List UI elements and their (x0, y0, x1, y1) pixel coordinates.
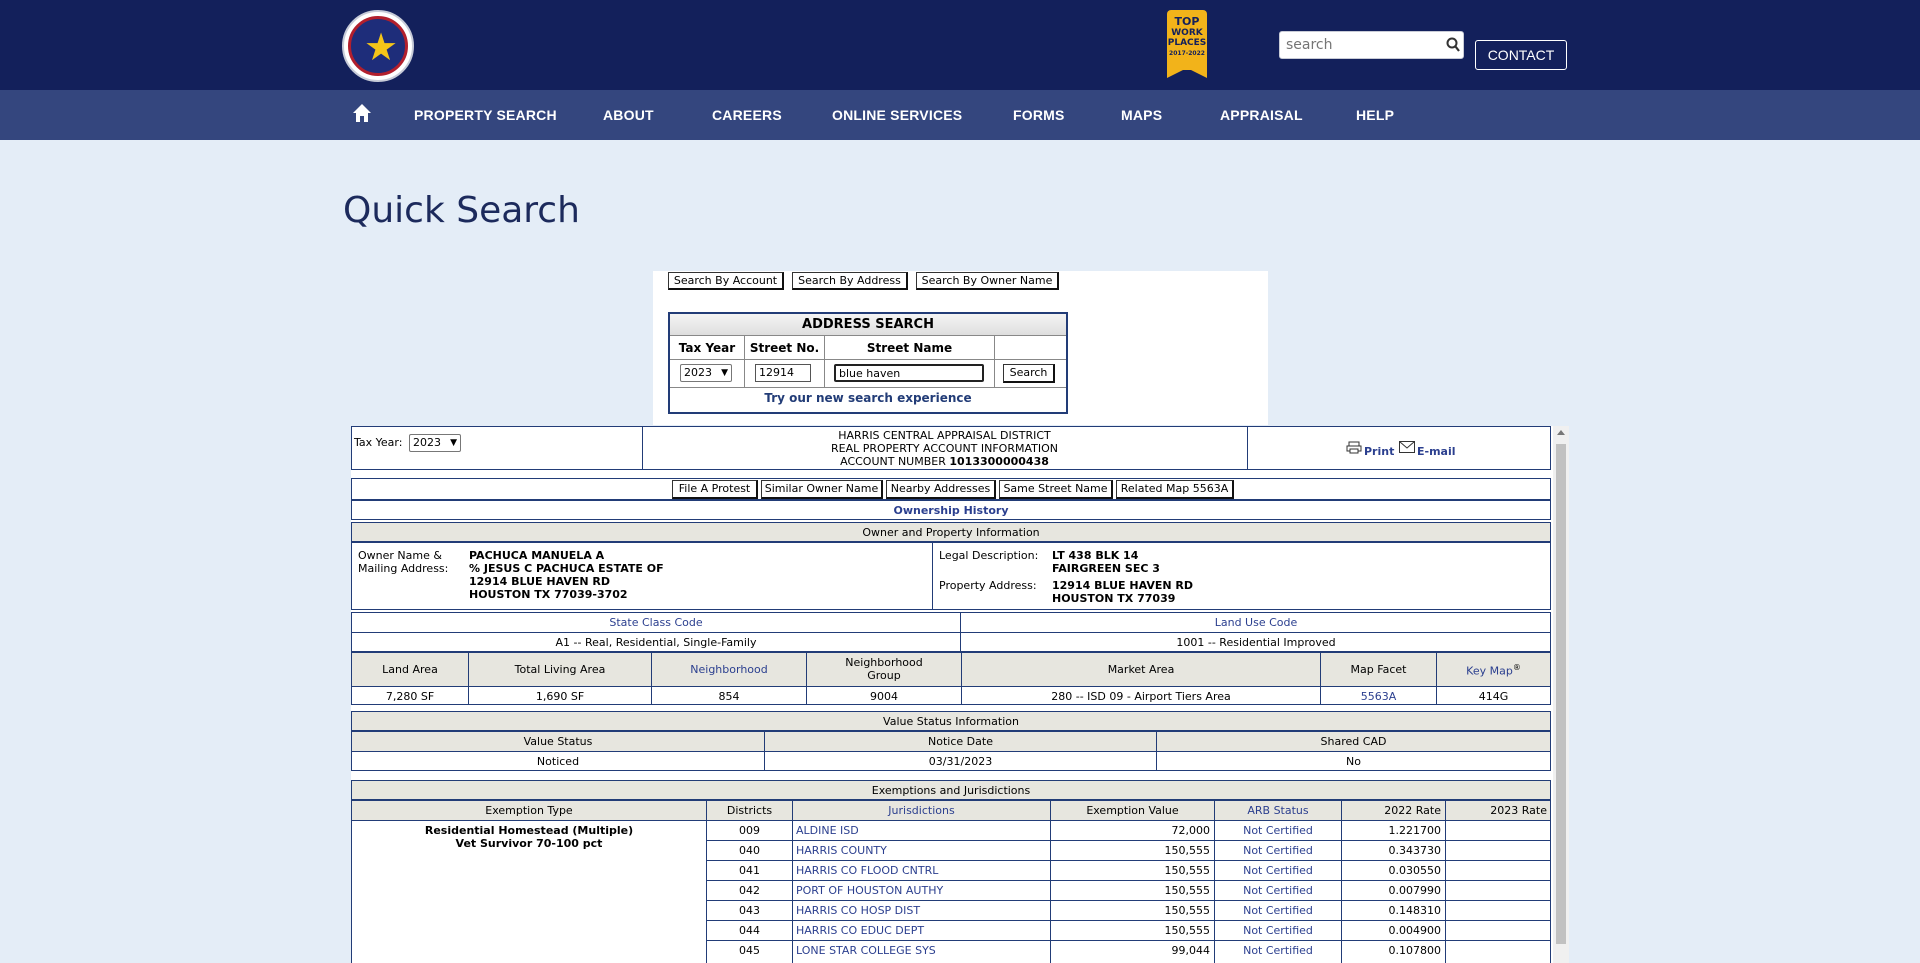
shared-cad-value: No (1346, 755, 1361, 768)
printer-icon[interactable] (1346, 441, 1362, 454)
main-nav (0, 90, 1920, 140)
map-facet-link[interactable]: 5563A (1360, 690, 1397, 703)
email-link[interactable]: E-mail (1417, 445, 1456, 458)
street-no-input[interactable]: 12914 (755, 364, 811, 382)
divider (707, 860, 1550, 861)
street-name-input[interactable]: blue haven (834, 364, 984, 382)
new-search-experience-link[interactable]: Try our new search experience (764, 391, 972, 405)
exemptions-table (351, 800, 1551, 963)
account-header-row (351, 426, 1551, 470)
exemption-value: 72,000 (1171, 824, 1210, 837)
divider (707, 940, 1550, 941)
arb-status[interactable]: Not Certified (1243, 904, 1313, 917)
exemption-type-value (352, 824, 706, 850)
arb-status[interactable]: Not Certified (1243, 824, 1313, 837)
legal-description (1052, 549, 1160, 575)
divider (707, 840, 1550, 841)
owner-label-line-1: Owner Name & (358, 549, 442, 562)
cell-tax-year (670, 360, 745, 388)
badge-line-3: PLACES (1167, 38, 1207, 48)
jurisdiction-link[interactable]: HARRIS CO FLOOD CNTRL (796, 864, 939, 877)
land-use-value: 1001 -- Residential Improved (1176, 636, 1336, 649)
divider (707, 900, 1550, 901)
notice-date-col: Notice Date (928, 735, 993, 748)
divider (1247, 427, 1248, 469)
divider (352, 632, 1550, 633)
jurisdiction-link[interactable]: HARRIS COUNTY (796, 844, 887, 857)
jurisdiction-link[interactable]: HARRIS CO HOSP DIST (796, 904, 921, 917)
key-map-link[interactable]: Key Map (1466, 664, 1513, 678)
legal-label: Legal Description: (939, 549, 1039, 562)
district-name: HARRIS CENTRAL APPRAISAL DISTRICT (838, 429, 1051, 442)
exemption-value: 150,555 (1164, 904, 1210, 917)
property-line-2: HOUSTON TX 77039 (1052, 592, 1176, 605)
exemption-value: 150,555 (1164, 924, 1210, 937)
jurisdiction-link[interactable]: HARRIS CO EDUC DEPT (796, 924, 925, 937)
contact-button[interactable]: CONTACT (1475, 40, 1567, 70)
owner-property-info (351, 542, 1551, 610)
top-workplaces-badge (1167, 10, 1207, 80)
divider (352, 820, 1550, 821)
jurisdiction-link[interactable]: ALDINE ISD (796, 824, 859, 837)
search-icon[interactable] (1446, 36, 1460, 54)
file-protest-button[interactable]: File A Protest (672, 480, 758, 499)
divider (1445, 801, 1446, 963)
land-info-table (351, 652, 1551, 705)
page-title: Quick Search (343, 190, 580, 231)
exemption-value-col: Exemption Value (1086, 804, 1179, 817)
rate-2022: 0.007990 (1388, 884, 1441, 897)
scroll-up-arrow[interactable] (1557, 430, 1565, 435)
neighborhood-group-value: 9004 (870, 690, 898, 703)
living-area-value: 1,690 SF (535, 690, 585, 703)
arb-status[interactable]: Not Certified (1243, 884, 1313, 897)
nav-help[interactable]: HELP (1356, 107, 1395, 123)
divider (707, 920, 1550, 921)
account-results-frame (351, 426, 1569, 963)
home-icon[interactable] (352, 103, 372, 123)
cell-street-name (825, 360, 995, 388)
jurisdictions-col[interactable]: Jurisdictions (888, 804, 955, 817)
value-status-col: Value Status (523, 735, 593, 748)
map-facet-header: Map Facet (1350, 663, 1407, 676)
legal-line-2: FAIRGREEN SEC 3 (1052, 562, 1160, 575)
ownership-history-link[interactable]: Ownership History (893, 504, 1009, 517)
nav-online-services[interactable]: ONLINE SERVICES (832, 107, 963, 123)
neighborhood-group-header (807, 656, 961, 682)
nearby-addresses-button[interactable]: Nearby Addresses (886, 480, 996, 499)
owner-line-3: 12914 BLUE HAVEN RD (469, 575, 611, 588)
divider (352, 751, 1550, 752)
results-tax-year-select[interactable] (409, 434, 461, 452)
divider (352, 686, 1550, 687)
registered-mark: ® (1512, 663, 1521, 672)
account-title (642, 429, 1247, 468)
badge-tail (1167, 68, 1207, 78)
badge-line-2: WORK (1171, 28, 1203, 38)
rate-2023-col: 2023 Rate (1490, 804, 1547, 817)
key-map-value: 414G (1478, 690, 1509, 703)
divider (707, 880, 1550, 881)
owner-label (358, 549, 448, 575)
chevron-down-icon: ▼ (450, 438, 457, 448)
hcad-logo[interactable] (342, 10, 414, 82)
arb-status[interactable]: Not Certified (1243, 924, 1313, 937)
search-by-address-button[interactable]: Search By Address (792, 272, 908, 290)
address-search-title: ADDRESS SEARCH (670, 314, 1066, 336)
address-search-box (668, 312, 1068, 414)
neighborhood-group-line-2: Group (867, 669, 901, 682)
owner-mailing-address (469, 549, 664, 601)
scroll-thumb[interactable] (1556, 444, 1566, 944)
arb-status[interactable]: Not Certified (1243, 844, 1313, 857)
same-street-button[interactable]: Same Street Name (999, 480, 1113, 499)
districts-col: Districts (726, 804, 773, 817)
exemption-value: 150,555 (1164, 884, 1210, 897)
col-empty (995, 336, 1066, 360)
account-info-title: REAL PROPERTY ACCOUNT INFORMATION (831, 442, 1058, 455)
search-by-account-button[interactable]: Search By Account (668, 272, 784, 290)
account-number: 1013300000438 (949, 455, 1049, 468)
rate-2022: 0.343730 (1388, 844, 1441, 857)
owner-line-2: % JESUS C PACHUCA ESTATE OF (469, 562, 664, 575)
logo-seal-ring (348, 16, 408, 76)
state-class-header[interactable]: State Class Code (609, 616, 703, 629)
site-search-input[interactable] (1286, 35, 1436, 55)
exemption-value: 150,555 (1164, 864, 1210, 877)
district-code: 041 (739, 864, 760, 877)
nav-about[interactable]: ABOUT (603, 107, 654, 123)
rate-2022: 0.148310 (1388, 904, 1441, 917)
ownership-history-row (351, 500, 1551, 520)
nav-property-search[interactable]: PROPERTY SEARCH (414, 107, 557, 123)
account-number-label: ACCOUNT NUMBER (840, 455, 946, 468)
value-status-table (351, 731, 1551, 771)
land-area-value: 7,280 SF (385, 690, 435, 703)
site-search-box (1279, 31, 1464, 59)
divider (792, 801, 793, 963)
print-link[interactable]: Print (1364, 445, 1395, 458)
owner-section-title: Owner and Property Information (862, 526, 1040, 539)
land-area-header: Land Area (382, 663, 438, 676)
neighborhood-value: 854 (718, 690, 740, 703)
email-icon[interactable] (1399, 441, 1415, 453)
chevron-down-icon: ▼ (721, 368, 728, 378)
search-by-owner-button[interactable]: Search By Owner Name (916, 272, 1059, 290)
rate-2022: 0.107800 (1388, 944, 1441, 957)
nav-careers[interactable]: CAREERS (712, 107, 782, 123)
arb-status[interactable]: Not Certified (1243, 864, 1313, 877)
tax-year-select[interactable] (680, 364, 732, 382)
district-code: 042 (739, 884, 760, 897)
badge-line-1: TOP (1174, 15, 1200, 28)
col-street-no: Street No. (745, 336, 825, 360)
nav-maps[interactable]: MAPS (1121, 107, 1163, 123)
exemption-value: 150,555 (1164, 844, 1210, 857)
exemptions-header (351, 780, 1551, 800)
top-header (0, 0, 1920, 90)
value-status-title: Value Status Information (883, 715, 1019, 728)
rate-2022: 0.004900 (1388, 924, 1441, 937)
rate-2022: 0.030550 (1388, 864, 1441, 877)
value-status-value: Noticed (536, 755, 580, 768)
property-address-label: Property Address: (939, 579, 1037, 592)
nav-forms[interactable]: FORMS (1013, 107, 1065, 123)
district-code: 040 (739, 844, 760, 857)
owner-name: PACHUCA MANUELA A (469, 549, 605, 562)
col-tax-year: Tax Year (670, 336, 745, 360)
similar-owner-button[interactable]: Similar Owner Name (761, 480, 883, 499)
district-code: 043 (739, 904, 760, 917)
tax-year-select-value: 2023 (684, 366, 712, 379)
owner-line-4: HOUSTON TX 77039-3702 (469, 588, 628, 601)
owner-label-line-2: Mailing Address: (358, 562, 449, 575)
tax-year-label: Tax Year: (354, 436, 403, 449)
exemption-type-line-1: Residential Homestead (Multiple) (424, 824, 634, 837)
market-area-header: Market Area (1107, 663, 1175, 676)
badge-text (1167, 16, 1207, 48)
badge-years: 2017-2022 (1169, 50, 1205, 57)
neighborhood-group-line-1: Neighborhood (845, 656, 923, 669)
col-street-name: Street Name (825, 336, 995, 360)
arb-status-col[interactable]: ARB Status (1247, 804, 1309, 817)
jurisdiction-link[interactable]: LONE STAR COLLEGE SYS (796, 944, 936, 957)
shared-cad-col: Shared CAD (1320, 735, 1387, 748)
address-search-button[interactable]: Search (1003, 364, 1055, 383)
market-area-value: 280 -- ISD 09 - Airport Tiers Area (1051, 690, 1231, 703)
cell-street-no (745, 360, 825, 388)
rate-2022: 1.221700 (1388, 824, 1441, 837)
state-class-value: A1 -- Real, Residential, Single-Family (555, 636, 757, 649)
star-icon: ★ (363, 25, 399, 69)
account-number-line (642, 455, 1247, 468)
cell-search-button (995, 360, 1066, 388)
notice-date-value: 03/31/2023 (928, 755, 993, 768)
rate-2022-col: 2022 Rate (1384, 804, 1441, 817)
owner-section-header (351, 522, 1551, 542)
value-status-header (351, 711, 1551, 731)
divider (932, 543, 933, 609)
related-map-button[interactable]: Related Map 5563A (1116, 480, 1234, 499)
exemption-type-line-2: Vet Survivor 70-100 pct (455, 837, 603, 850)
class-codes-table (351, 612, 1551, 652)
action-buttons-row (351, 478, 1551, 500)
district-code: 045 (739, 944, 760, 957)
key-map-header (1437, 663, 1550, 678)
neighborhood-header[interactable]: Neighborhood (690, 663, 768, 676)
living-area-header: Total Living Area (514, 663, 606, 676)
jurisdiction-link[interactable]: PORT OF HOUSTON AUTHY (796, 884, 944, 897)
exemptions-title: Exemptions and Jurisdictions (871, 784, 1031, 797)
district-code: 009 (739, 824, 760, 837)
exemption-type-col: Exemption Type (485, 804, 573, 817)
results-scrollbar[interactable] (1553, 426, 1569, 963)
property-address (1052, 579, 1193, 605)
district-code: 044 (739, 924, 760, 937)
nav-appraisal[interactable]: APPRAISAL (1220, 107, 1303, 123)
property-line-1: 12914 BLUE HAVEN RD (1052, 579, 1194, 592)
exemption-value: 99,044 (1171, 944, 1210, 957)
arb-status[interactable]: Not Certified (1243, 944, 1313, 957)
results-tax-year-value: 2023 (413, 436, 441, 449)
legal-line-1: LT 438 BLK 14 (1052, 549, 1139, 562)
land-use-header[interactable]: Land Use Code (1214, 616, 1298, 629)
